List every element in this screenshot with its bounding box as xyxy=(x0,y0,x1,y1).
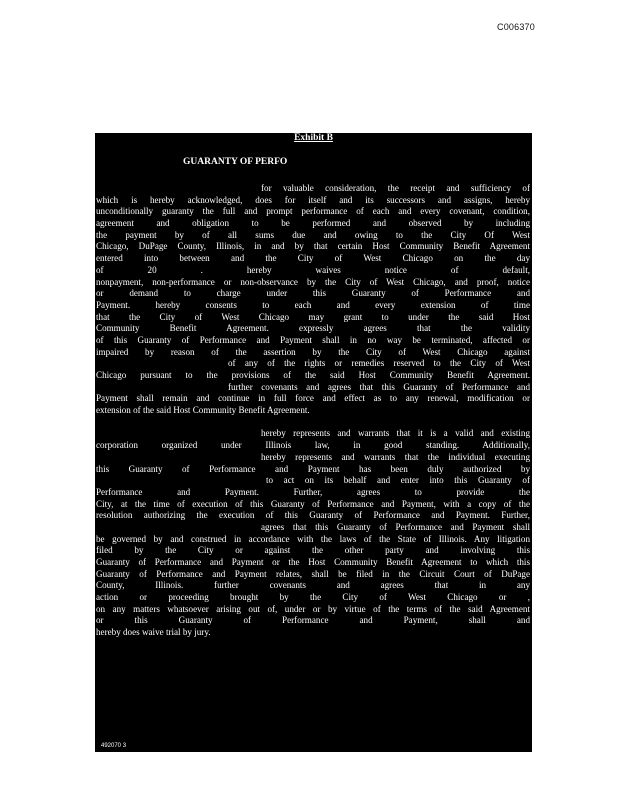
body-line: for valuable consideration, the receipt and sufficiency of xyxy=(261,183,530,193)
body-line: Community Benefit Agreement. expressly agrees that the validity xyxy=(96,323,530,334)
body-line: on any matters whatsoever arising out of, under or by virtue of the terms of the said Agreement xyxy=(96,603,530,614)
body-line: corporation organized under Illinois law, in good standing. Additionally, xyxy=(96,440,530,451)
body-line: County, Illinois. further covenants and agrees that in any xyxy=(96,580,530,591)
body-line: further covenants and agrees that this Guaranty of Performance and xyxy=(228,381,530,392)
body-line: Payment. hereby consents to each and every extension of time xyxy=(96,299,530,310)
body-line: or this Guaranty of Performance and Payment, shall and xyxy=(96,615,530,626)
exhibit-title: Exhibit B xyxy=(294,133,333,143)
body-line: Guaranty of Performance and Payment or the Host Community Benefit Agreement to which this xyxy=(96,557,530,567)
body-line: to act on its behalf and enter into this Guaranty of xyxy=(266,475,530,486)
body-line: Performance and Payment. Further, agrees to provide the xyxy=(96,486,530,497)
body-line: or demand to charge under this Guaranty of Performance and xyxy=(96,288,530,299)
body-line: which is hereby acknowledged, does for itself and its successors and assigns, hereby xyxy=(96,194,530,205)
document-page xyxy=(95,133,532,752)
body-line: City, at the time of execution of this Guaranty of Performance and Payment, with a copy of the xyxy=(96,498,530,509)
body-line: that the City of West Chicago may grant to under the said Host xyxy=(96,311,530,322)
body-line: Chicago pursuant to the provisions of the said Host Community Benefit Agreement. xyxy=(96,370,530,380)
footer-code: 492070 3 xyxy=(101,743,127,749)
body-line: hereby represents and warrants that the individual executing xyxy=(261,451,530,462)
body-line: hereby does waive trial by jury. xyxy=(96,627,211,638)
body-line: of this Guaranty of Performance and Payment shall in no way be terminated, affected or xyxy=(96,334,530,345)
body-line: of 20 . hereby waives notice of default, xyxy=(96,264,530,275)
body-line: this Guaranty of Performance and Payment has been duly authorized by xyxy=(96,463,530,474)
body-line: filed by the City or against the other party and involving this xyxy=(96,545,530,556)
paragraph-gap xyxy=(96,417,530,429)
body-line: Guaranty of Performance and Payment relates, shall be filed in the Circuit Court of DuPage xyxy=(96,568,530,579)
document-body xyxy=(96,183,530,639)
body-line: nonpayment, non-performance or non-observance by the City of West Chicago, and proof, notice xyxy=(96,276,530,287)
body-line: Payment shall remain and continue in full force and effect as to any renewal, modification or xyxy=(96,393,530,404)
body-line: action or proceeding brought by the City of West Chicago or , xyxy=(96,592,530,603)
body-line: be governed by and construed in accordance with the laws of the State of Illinois. Any litigation xyxy=(96,533,530,544)
body-line: unconditionally guaranty the full and prompt performance of each and every covenant, condition, xyxy=(96,206,530,217)
body-line: extension of the said Host Community Benefit Agreement. xyxy=(96,405,310,416)
body-line: agrees that this Guaranty of Performance and Payment shall xyxy=(261,521,530,532)
body-line: Chicago, DuPage County, Illinois, in and by that certain Host Community Benefit Agreement xyxy=(96,241,530,252)
body-line: hereby represents and warrants that it is a valid and existing xyxy=(261,428,530,439)
body-line: impaired by reason of the assertion by the City of West Chicago against xyxy=(96,346,530,357)
body-line: entered into between and the City of West Chicago on the day xyxy=(96,253,530,264)
body-line: the payment by of all sums due and owing to the City Of West xyxy=(96,229,530,240)
body-line: agreement and obligation to be performed and observed by including xyxy=(96,218,530,229)
document-id: C006370 xyxy=(497,22,535,32)
body-line: of any of the rights or remedies reserved to the City of West xyxy=(228,358,530,369)
document-heading: GUARANTY OF PERFO xyxy=(183,157,288,167)
body-line: resolution authorizing the execution of this Guaranty of Performance and Payment. Further, xyxy=(96,510,530,521)
